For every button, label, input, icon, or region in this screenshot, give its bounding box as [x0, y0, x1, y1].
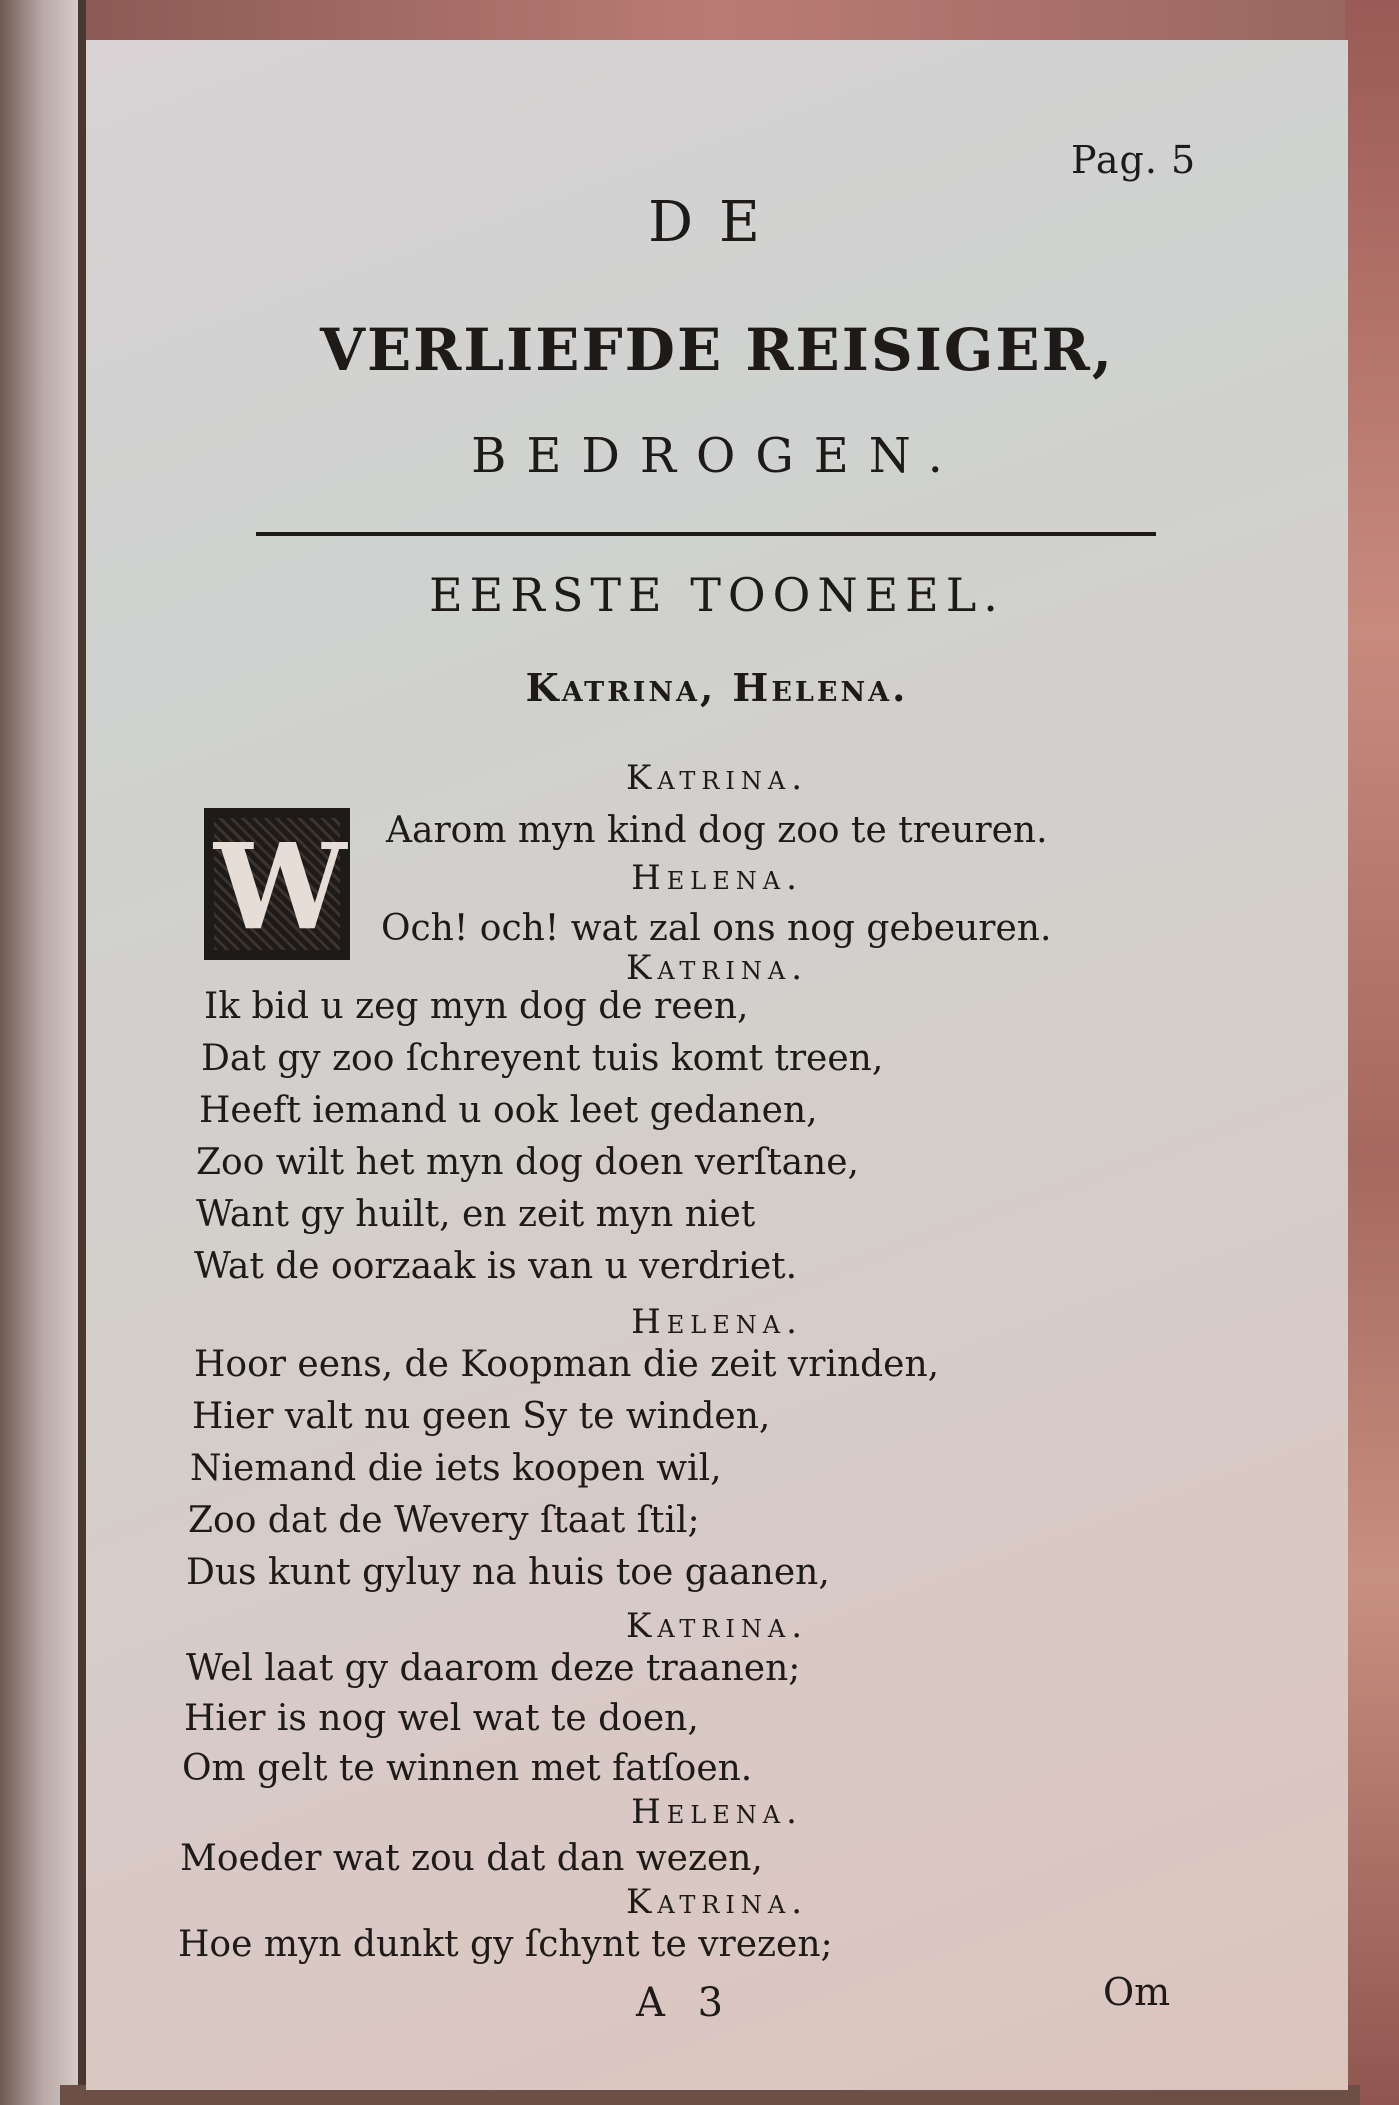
- speaker-name: Katrina.: [625, 758, 809, 798]
- verse-line: Wat de oorzaak is van u verdriet.: [194, 1246, 798, 1287]
- speaker-name: Helena.: [631, 1792, 803, 1832]
- facing-page-edge: [0, 0, 78, 2105]
- verse-line: Want gy huilt, en zeit myn niet: [196, 1194, 756, 1235]
- verse-line: Niemand die iets koopen wil,: [190, 1448, 722, 1489]
- verse-line: Zoo wilt het myn dog doen verſtane,: [196, 1142, 859, 1183]
- verse-line: Om gelt te winnen met fatſoen.: [182, 1748, 753, 1789]
- verse-line: Moeder wat zou dat dan wezen,: [180, 1838, 763, 1879]
- marbled-cover-edge: [1345, 0, 1399, 2105]
- verse-line: Och! och! wat zal ons nog gebeuren.: [381, 908, 1052, 949]
- scene-heading: EERSTE TOONEEL.: [429, 568, 1005, 622]
- verse-line: Zoo dat de Wevery ſtaat ſtil;: [188, 1500, 700, 1541]
- verse-line: Hoor eens, de Koopman die zeit vrinden,: [194, 1344, 940, 1385]
- verse-line: Dat gy zoo ſchreyent tuis komt treen,: [201, 1038, 884, 1079]
- horizontal-rule: [256, 532, 1156, 536]
- title-line-1: DE: [648, 190, 786, 255]
- signature-mark: A 3: [636, 1980, 734, 2026]
- catchword: Om: [1103, 1970, 1171, 2014]
- verse-line: Ik bid u zeg myn dog de reen,: [204, 986, 749, 1027]
- verse-line: Dus kunt gyluy na huis toe gaanen,: [186, 1552, 830, 1593]
- book-page: [86, 40, 1348, 2090]
- decorated-initial-letter: W: [214, 817, 347, 956]
- character-list: Katrina, Helena.: [525, 665, 909, 710]
- speaker-name: Helena.: [631, 858, 803, 898]
- verse-line: Hoe myn dunkt gy ſchynt te vrezen;: [178, 1924, 833, 1965]
- speaker-name: Helena.: [631, 1302, 803, 1342]
- verse-line: Heeft iemand u ook leet gedanen,: [199, 1090, 818, 1131]
- book-gutter: [78, 0, 86, 2105]
- title-line-3: BEDROGEN.: [471, 428, 963, 484]
- speaker-name: Katrina.: [625, 1606, 809, 1646]
- verse-line: Wel laat gy daarom deze traanen;: [186, 1648, 801, 1689]
- verse-line: Hier is nog wel wat te doen,: [184, 1698, 699, 1739]
- verse-line: Hier valt nu geen Sy te winden,: [192, 1396, 771, 1437]
- verse-line: Aarom myn kind dog zoo te treuren.: [386, 810, 1048, 851]
- speaker-name: Katrina.: [625, 1882, 809, 1922]
- speaker-name: Katrina.: [625, 948, 809, 988]
- page-number: Pag. 5: [1071, 138, 1197, 182]
- title-line-2: VERLIEFDE REISIGER,: [319, 316, 1115, 384]
